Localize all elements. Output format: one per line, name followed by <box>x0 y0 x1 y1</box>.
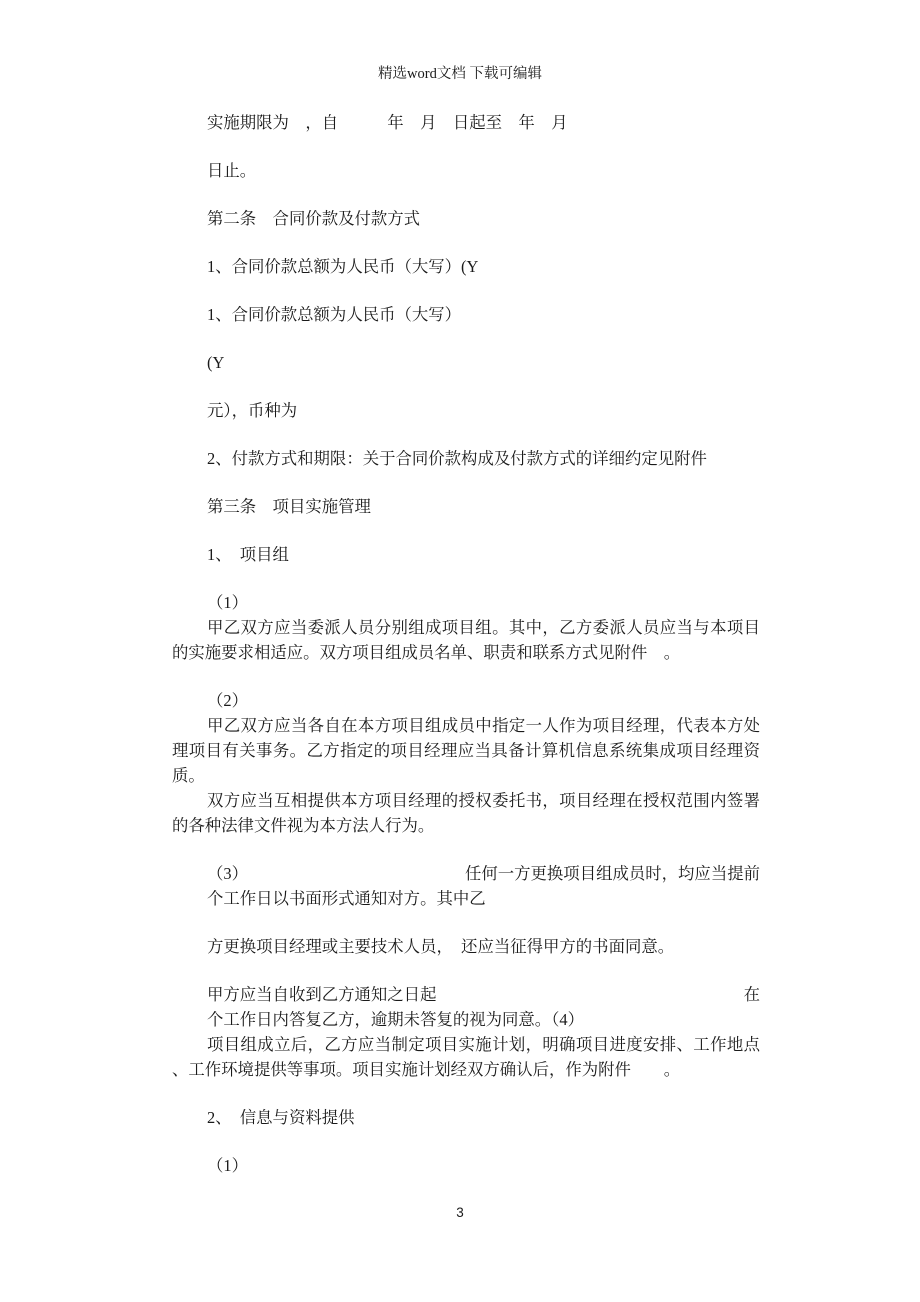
document-line: (Y <box>207 353 225 372</box>
document-line: 项目组成立后，乙方应当制定项目实施计划，明确项目进度安排、工作地点 <box>207 1035 760 1054</box>
document-line: 的实施要求相适应。双方项目组成员名单、职责和联系方式见附件 。 <box>172 643 681 662</box>
document-line <box>172 982 760 1007</box>
document-line: 方更换项目经理或主要技术人员， 还应当征得甲方的书面同意。 <box>207 937 675 956</box>
line-left-text: （3） <box>207 864 248 883</box>
document-line: 1、合同价款总额为人民币（大写）(Y <box>207 257 479 276</box>
document-line: 实施期限为 ，自 年 月 日起至 年 月 <box>207 113 568 132</box>
document-line: 1、 项目组 <box>207 545 289 564</box>
document-line: 、工作环境提供等事项。项目实施计划经双方确认后，作为附件 。 <box>172 1060 681 1079</box>
document-line: （2） <box>207 691 248 710</box>
document-line: （1） <box>207 593 248 612</box>
document-line: 的各种法律文件视为本方法人行为。 <box>172 816 435 835</box>
document-line: 甲乙双方应当委派人员分别组成项目组。其中，乙方委派人员应当与本项目 <box>207 618 760 637</box>
document-line: 第三条 项目实施管理 <box>207 497 371 516</box>
document-line: （1） <box>207 1156 248 1175</box>
document-line: 理项目有关事务。乙方指定的项目经理应当具备计算机信息系统集成项目经理资 <box>172 741 760 760</box>
document-line: 甲乙双方应当各自在本方项目组成员中指定一人作为项目经理，代表本方处 <box>207 716 760 735</box>
page-number: 3 <box>456 1205 464 1220</box>
document-line: 2、付款方式和期限：关于合同价款构成及付款方式的详细约定见附件 <box>207 449 707 468</box>
document-line: 个工作日以书面形式通知对方。其中乙 <box>207 889 486 908</box>
document-body <box>172 110 760 1178</box>
document-line: 元），币种为 <box>207 401 298 420</box>
document-line: 2、 信息与资料提供 <box>207 1108 355 1127</box>
document-line: 个工作日内答复乙方，逾期未答复的视为同意。（4） <box>207 1010 584 1029</box>
line-right-text: 在 <box>743 985 760 1004</box>
page-header: 精选word文档 下载可编辑 <box>378 66 542 82</box>
document-line: 1、合同价款总额为人民币（大写） <box>207 305 462 324</box>
line-right-text: 任何一方更换项目组成员时，均应当提前 <box>464 864 760 883</box>
line-left-text: 甲方应当自收到乙方通知之日起 <box>207 985 437 1004</box>
document-line: 双方应当互相提供本方项目经理的授权委托书，项目经理在授权范围内签署 <box>207 791 760 810</box>
document-line: 质。 <box>172 766 205 785</box>
document-line: 日止。 <box>207 161 257 180</box>
document-line <box>172 861 760 886</box>
document-line: 第二条 合同价款及付款方式 <box>207 209 421 228</box>
